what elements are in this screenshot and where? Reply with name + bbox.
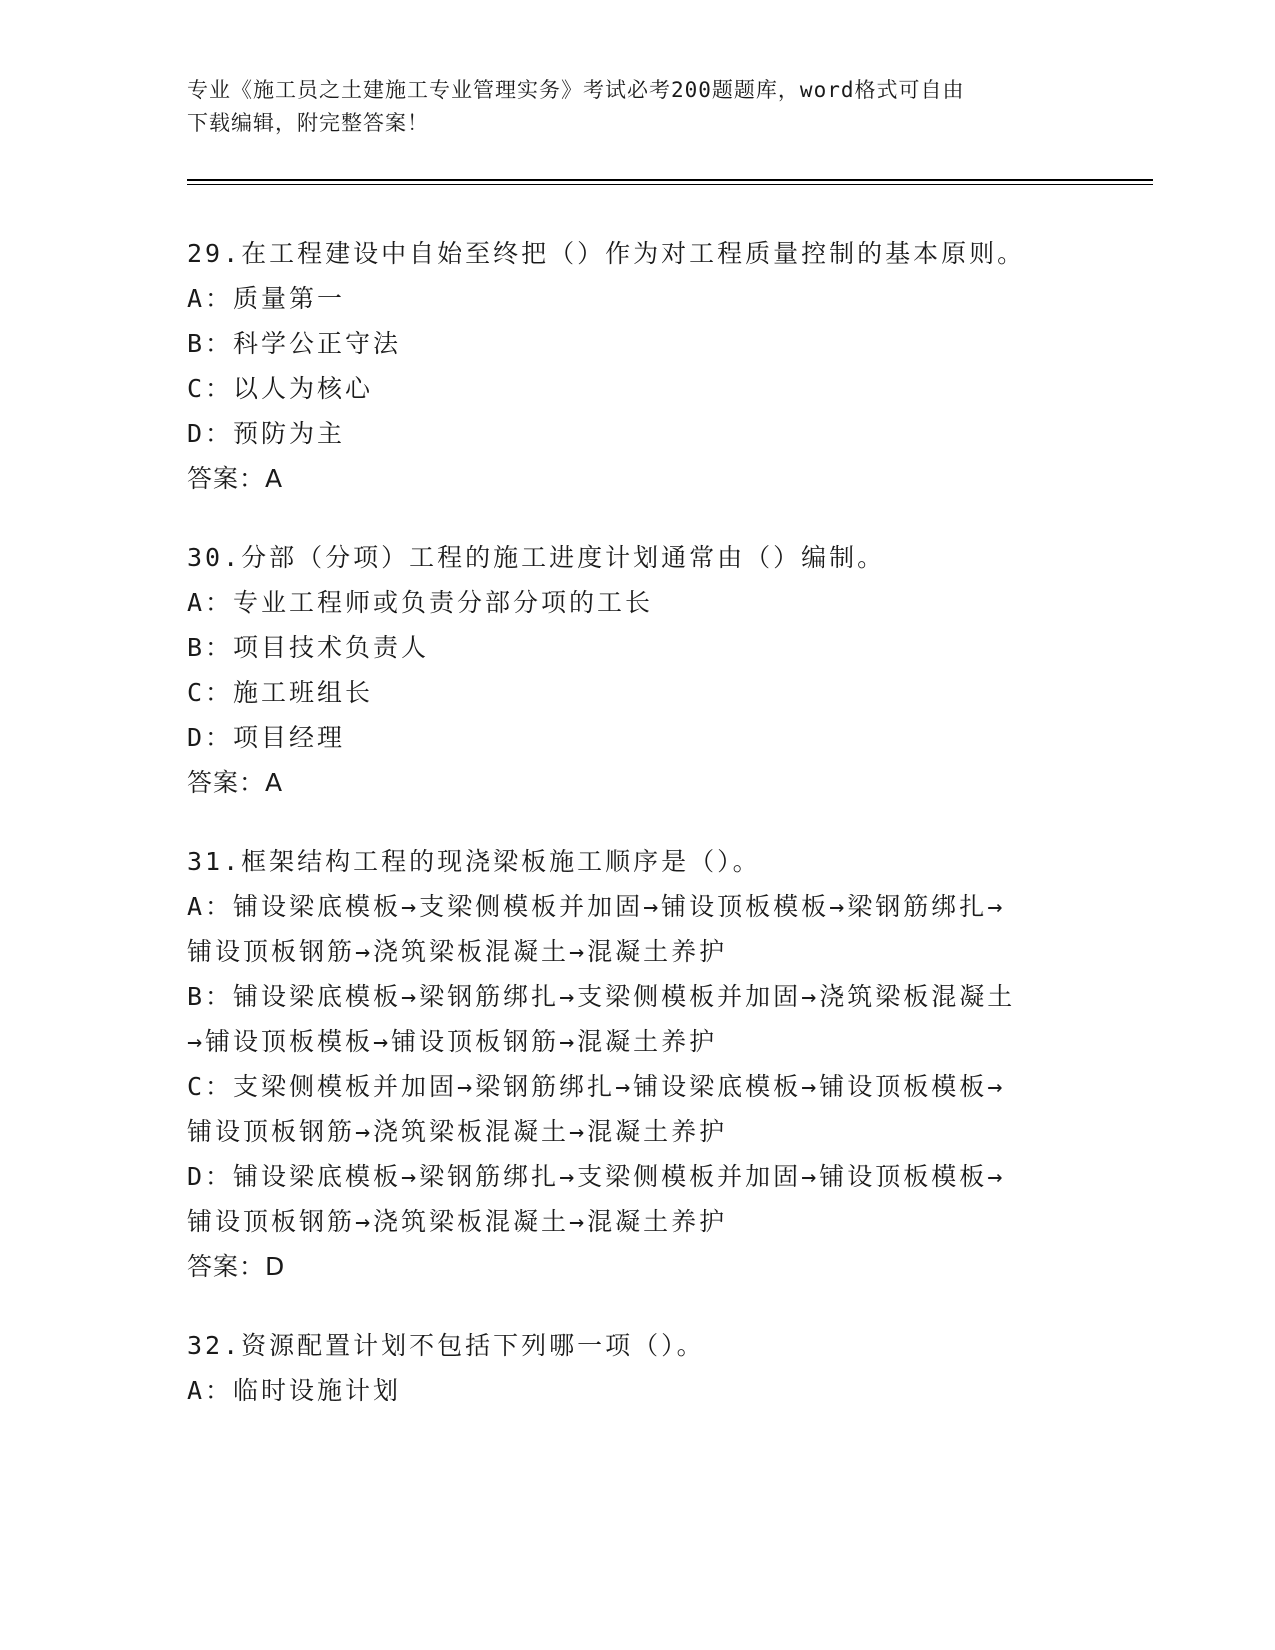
document-header: [187, 74, 1087, 140]
question-stem: 29.在工程建设中自始至终把（）作为对工程质量控制的基本原则。: [187, 239, 1026, 268]
answer-option: B：科学公正守法: [187, 329, 402, 358]
question-stem: 30.分部（分项）工程的施工进度计划通常由（）编制。: [187, 543, 886, 572]
header-line-1: 专业《施工员之土建施工专业管理实务》考试必考200题题库，word格式可自由: [187, 78, 965, 102]
question-stem: 32.资源配置计划不包括下列哪一项（）。: [187, 1331, 705, 1360]
answer-option: 铺设顶板钢筋→浇筑梁板混凝土→混凝土养护: [187, 1207, 728, 1236]
answer-option: C：施工班组长: [187, 678, 374, 707]
answer-option: D：项目经理: [187, 723, 346, 752]
question-block: [187, 1323, 1087, 1413]
answer-option: 铺设顶板钢筋→浇筑梁板混凝土→混凝土养护: [187, 1117, 728, 1146]
answer-option: D：预防为主: [187, 419, 346, 448]
question-block: [187, 839, 1087, 1289]
answer-option: A：质量第一: [187, 284, 346, 313]
answer-key: 答案：A: [187, 768, 284, 797]
answer-option: A：临时设施计划: [187, 1376, 402, 1405]
answer-key: 答案：D: [187, 1252, 286, 1281]
answer-option: D：铺设梁底模板→梁钢筋绑扎→支梁侧模板并加固→铺设顶板模板→: [187, 1162, 1006, 1191]
header-divider-thick: [187, 179, 1153, 181]
answer-option: C：支梁侧模板并加固→梁钢筋绑扎→铺设梁底模板→铺设顶板模板→: [187, 1072, 1006, 1101]
answer-option: →铺设顶板模板→铺设顶板钢筋→混凝土养护: [187, 1027, 718, 1056]
question-block: [187, 535, 1087, 805]
answer-option: C：以人为核心: [187, 374, 374, 403]
answer-option: B：项目技术负责人: [187, 633, 430, 662]
header-line-2: 下载编辑，附完整答案！: [187, 111, 429, 135]
question-list: [187, 231, 1087, 1447]
answer-key: 答案：A: [187, 464, 284, 493]
question-block: [187, 231, 1087, 501]
answer-option: A：铺设梁底模板→支梁侧模板并加固→铺设顶板模板→梁钢筋绑扎→: [187, 892, 1006, 921]
header-divider-thin: [187, 184, 1153, 185]
answer-option: B：铺设梁底模板→梁钢筋绑扎→支梁侧模板并加固→浇筑梁板混凝土: [187, 982, 1016, 1011]
question-stem: 31.框架结构工程的现浇梁板施工顺序是（）。: [187, 847, 761, 876]
answer-option: A：专业工程师或负责分部分项的工长: [187, 588, 654, 617]
answer-option: 铺设顶板钢筋→浇筑梁板混凝土→混凝土养护: [187, 937, 728, 966]
